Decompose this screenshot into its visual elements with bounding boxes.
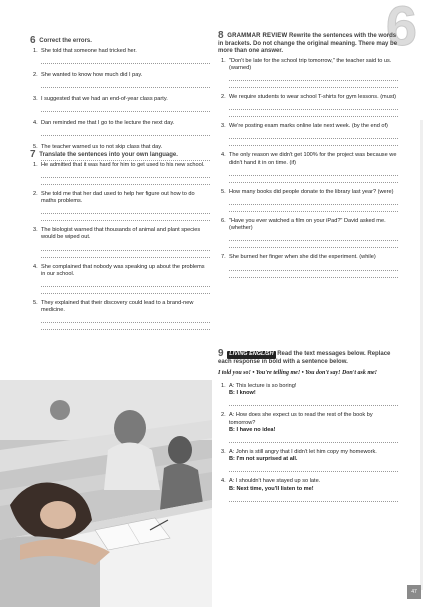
answer-line[interactable] xyxy=(41,129,210,136)
item-text: Dan reminded me that I go to the lecture the next day. xyxy=(41,120,175,127)
item-number: 1. xyxy=(221,57,226,64)
answer-line[interactable] xyxy=(229,234,398,241)
answer-line[interactable] xyxy=(41,251,210,258)
item-number: 3. xyxy=(33,227,38,234)
item-text: The biologist warned that thousands of animal and plant species would be wiped out. xyxy=(41,227,201,241)
answer-line[interactable] xyxy=(229,399,398,406)
answer-line[interactable] xyxy=(229,264,398,271)
item-number: 4. xyxy=(33,263,38,270)
answer-line[interactable] xyxy=(229,205,398,212)
item-number: 2. xyxy=(33,190,38,197)
dialogue-line-a: A: John is still angry that I didn't let him copy my homework. xyxy=(229,449,377,456)
answer-line[interactable] xyxy=(229,465,398,472)
dialogue-line-b: B: I have no idea! xyxy=(229,426,276,433)
item-text: "Don't be late for the school trip tomorrow," the teacher said to us. (warned) xyxy=(229,57,392,71)
dialogue-item xyxy=(218,478,398,492)
page-edge-strip xyxy=(420,120,423,590)
item-text: The only reason we didn't get 100% for the project was because we didn't hand it in on time. (if) xyxy=(229,152,397,166)
answer-line[interactable] xyxy=(41,171,210,178)
item-text: She complained that nobody was speaking up about the problems in our school. xyxy=(41,263,205,277)
exercise-title: Translate the sentences into your own language. xyxy=(39,152,178,158)
item-text: He admitted that it was hard for him to get used to his new school. xyxy=(41,161,205,168)
exercise-item xyxy=(30,191,210,205)
dialogue-line-b: B: Next time, you'll listen to me! xyxy=(229,485,314,492)
exercise-item xyxy=(30,96,210,103)
item-number: 6. xyxy=(221,217,226,224)
item-number: 4. xyxy=(33,120,38,127)
answer-line[interactable] xyxy=(41,244,210,251)
exercise-9-header xyxy=(218,350,398,366)
sleeping-student-illustration xyxy=(0,380,212,607)
answer-line[interactable] xyxy=(229,495,398,502)
item-text: She told that someone had tricked her. xyxy=(41,47,137,54)
exercise-9 xyxy=(218,350,398,502)
exercise-7 xyxy=(30,151,210,330)
exercise-item xyxy=(218,254,398,261)
item-text: The teacher warned us to not skip class that day. xyxy=(41,144,163,151)
item-number: 2. xyxy=(221,93,226,100)
answer-line[interactable] xyxy=(41,207,210,214)
exercise-number: 6 xyxy=(30,35,36,46)
exercise-instruction: Read the text messages below. Replace each response in bold with a sentence below. xyxy=(218,351,391,365)
exercise-item xyxy=(30,48,210,55)
dialogue-item xyxy=(218,449,398,463)
answer-line[interactable] xyxy=(41,81,210,88)
item-number: 2. xyxy=(33,71,38,78)
exercise-item xyxy=(30,264,210,278)
item-number: 1. xyxy=(221,383,226,389)
page-number: 47 xyxy=(407,585,421,599)
dialogue-line-b: B: I know! xyxy=(229,390,256,397)
phrase-bank: I told you so! • You're telling me! • You don't say! Don't ask me! xyxy=(218,370,378,376)
item-number: 5. xyxy=(33,144,38,151)
exercise-8-header xyxy=(218,32,398,56)
exercise-item xyxy=(30,120,210,127)
item-text: She wanted to know how much did I pay. xyxy=(41,71,143,78)
item-number: 3. xyxy=(221,123,226,130)
item-text: "Have you ever watched a film on your iPad?" David asked me. (whether) xyxy=(229,217,386,232)
item-number: 3. xyxy=(33,95,38,102)
exercise-number: 7 xyxy=(30,149,36,160)
answer-line[interactable] xyxy=(41,280,210,287)
item-text: We're posting exam marks online late next week. (by the end of) xyxy=(229,123,388,130)
answer-line[interactable] xyxy=(41,287,210,294)
item-text: They explained that their discovery could lead to a brand-new medicine. xyxy=(41,299,194,314)
item-number: 5. xyxy=(33,299,38,306)
answer-line[interactable] xyxy=(229,198,398,205)
exercise-item xyxy=(30,300,210,314)
exercise-item xyxy=(218,218,398,232)
exercise-6 xyxy=(30,37,210,161)
dialogue-item xyxy=(218,383,398,397)
answer-line[interactable] xyxy=(41,323,210,330)
classroom-photo xyxy=(0,380,212,607)
answer-line[interactable] xyxy=(229,436,398,443)
exercise-item xyxy=(30,72,210,79)
item-number: 1. xyxy=(33,161,38,168)
living-english-badge: LIVING ENGLISH xyxy=(229,351,274,357)
exercise-instruction: Rewrite the sentences with the words in brackets. Do not change the original meaning. There may be more than one answer. xyxy=(218,33,398,54)
dialogue-line-a: A: How does she expect us to read the rest of the book by tomorrow? xyxy=(229,412,373,426)
answer-line[interactable] xyxy=(229,110,398,117)
exercise-item xyxy=(218,152,398,166)
exercise-item xyxy=(30,227,210,241)
answer-line[interactable] xyxy=(41,57,210,64)
exercise-8 xyxy=(218,32,398,278)
item-number: 4. xyxy=(221,152,226,159)
exercise-item xyxy=(30,162,210,169)
answer-line[interactable] xyxy=(229,81,398,88)
exercise-6-header xyxy=(30,37,210,46)
item-number: 5. xyxy=(221,188,226,195)
answer-line[interactable] xyxy=(229,176,398,183)
exercise-item xyxy=(218,94,398,101)
exercise-number: 9 xyxy=(218,348,224,359)
dialogue-item xyxy=(218,412,398,434)
item-number: 7. xyxy=(221,254,226,261)
unit-number: 6 xyxy=(385,0,417,57)
item-number: 1. xyxy=(33,47,38,54)
dialogue-line-a: A: This lecture is so boring! xyxy=(229,383,297,389)
answer-line[interactable] xyxy=(229,241,398,248)
dialogue-line-a: A: I shouldn't have stayed up so late. xyxy=(229,478,321,485)
item-text: She burned her finger when she did the experiment. (while) xyxy=(229,254,376,261)
answer-line[interactable] xyxy=(229,103,398,110)
exercise-6-items xyxy=(30,48,210,161)
exercise-item xyxy=(218,123,398,130)
item-text: She told me that her dad used to help her figure out how to do maths problems. xyxy=(41,190,195,204)
answer-line[interactable] xyxy=(41,105,210,112)
exercise-item xyxy=(218,58,398,72)
dialogue-line-b: B: I'm not surprised at all. xyxy=(229,456,298,463)
item-text: How many books did people donate to the library last year? (were) xyxy=(229,188,394,195)
item-number: 2. xyxy=(221,412,226,419)
exercise-title: Correct the errors. xyxy=(39,38,92,44)
answer-line[interactable] xyxy=(229,74,398,81)
grammar-review-label: GRAMMAR REVIEW xyxy=(227,33,288,39)
answer-line[interactable] xyxy=(229,139,398,146)
answer-line[interactable] xyxy=(229,132,398,139)
answer-line[interactable] xyxy=(229,169,398,176)
item-text: I suggested that we had an end-of-year class party. xyxy=(41,95,168,102)
item-text: We require students to wear school T-shirts for gym lessons. (must) xyxy=(229,93,397,100)
answer-line[interactable] xyxy=(41,316,210,323)
exercise-number: 8 xyxy=(218,30,224,41)
exercise-7-header xyxy=(30,151,210,160)
item-number: 3. xyxy=(221,449,226,456)
answer-line[interactable] xyxy=(41,178,210,185)
item-number: 4. xyxy=(221,478,226,485)
answer-line[interactable] xyxy=(229,271,398,278)
answer-line[interactable] xyxy=(41,214,210,221)
exercise-item xyxy=(218,189,398,196)
